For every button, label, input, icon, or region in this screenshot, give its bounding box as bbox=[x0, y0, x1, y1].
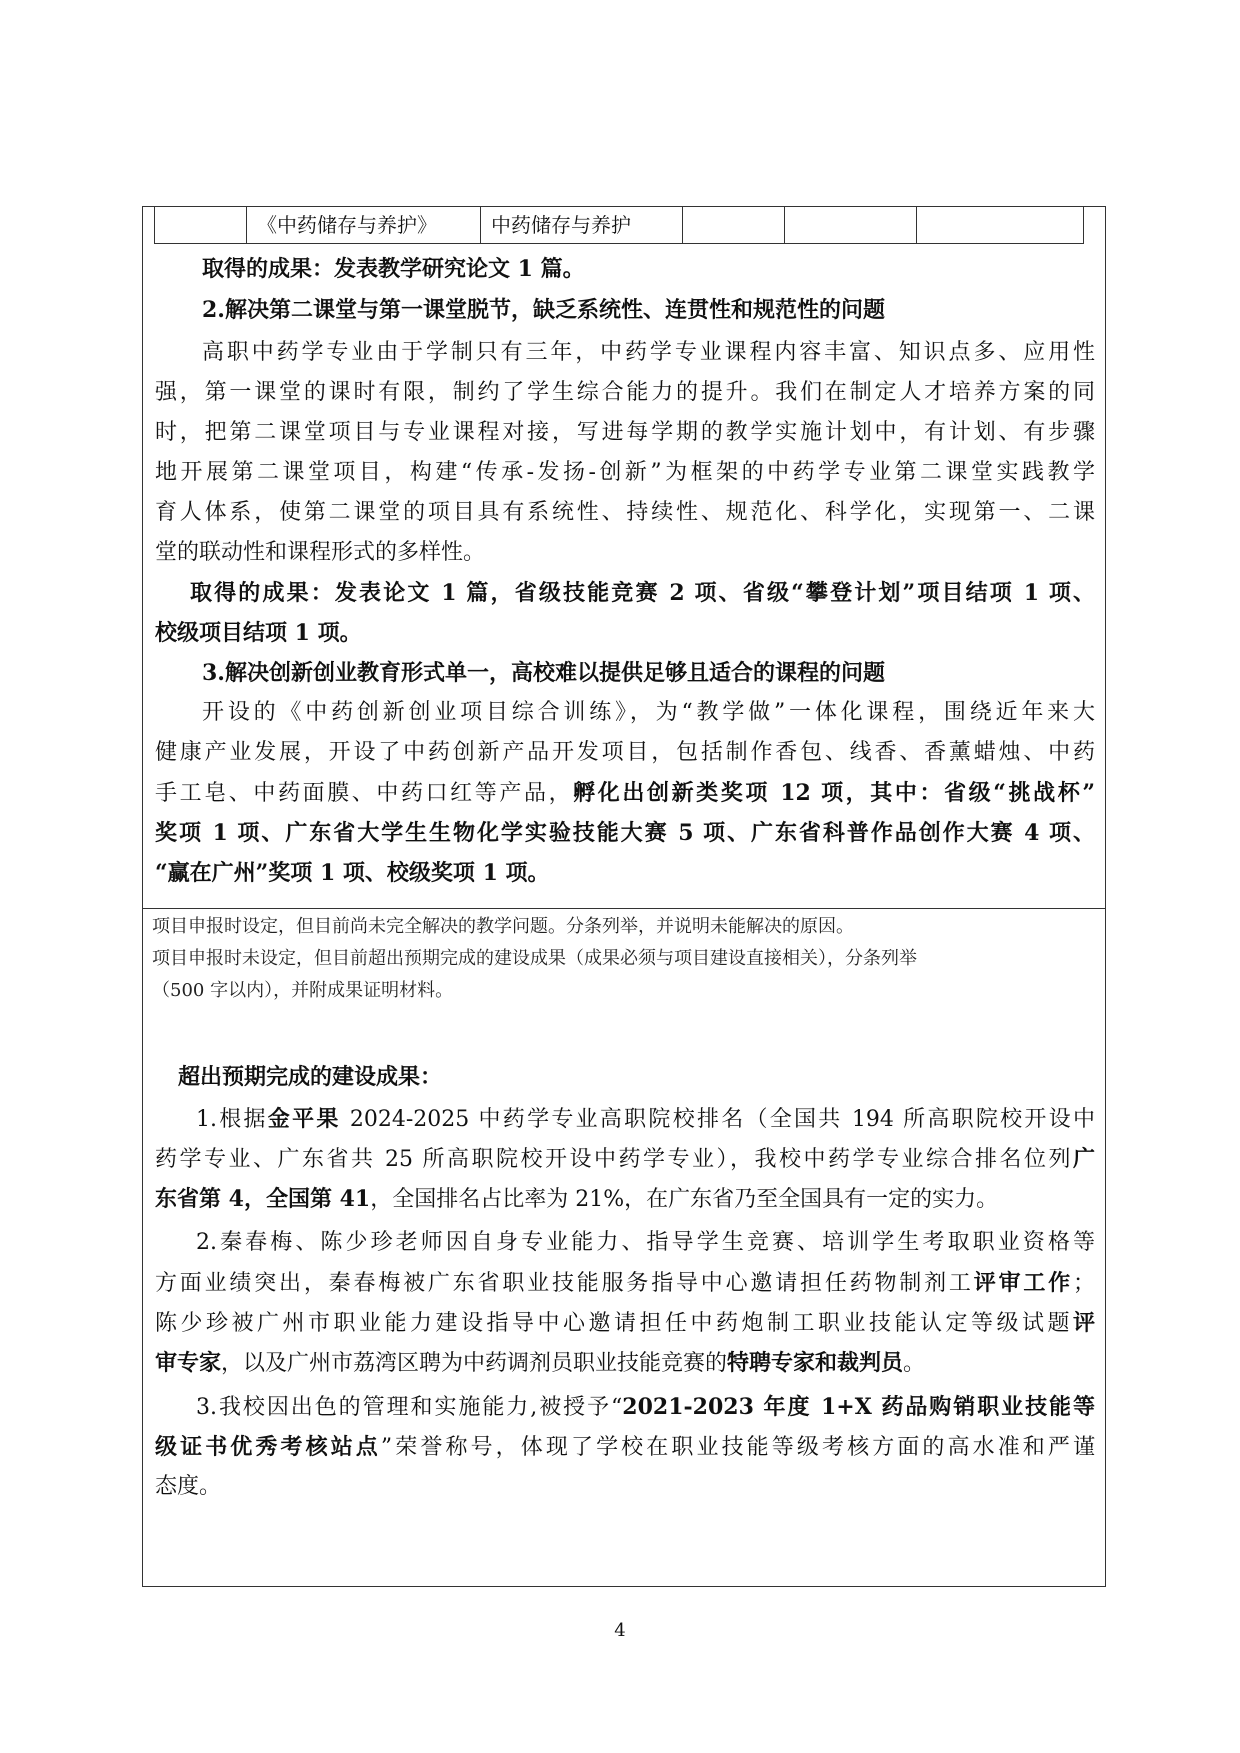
instruction-line-1: 项目申报时设定，但目前尚未完全解决的教学问题。分条列举，并说明未能解决的原因。 bbox=[152, 916, 854, 937]
section2-line-4: 地开展第二课堂项目，构建“传承-发扬-创新”为框架的中药学专业第二课堂实践教学 bbox=[155, 460, 1095, 485]
exceed-item2-line-1: 2.秦春梅、陈少珍老师因自身专业能力、指导学生竞赛、培训学生考取职业资格等 bbox=[196, 1230, 1095, 1255]
section1-result: 取得的成果：发表教学研究论文 1 篇。 bbox=[202, 256, 585, 282]
exceed-item2-line2-a: 方面业绩突出，秦春梅被广东省职业技能服务指导中心邀请担任药物制剂工 bbox=[155, 1271, 974, 1296]
exceed-item2-line3-a: 陈少珍被广州市职业能力建设指导中心邀请担任中药炮制工职业技能认定等级试题 bbox=[155, 1311, 1073, 1336]
exceed-item1-a: 1.根据 bbox=[196, 1107, 268, 1132]
exceed-item3-line-1 bbox=[196, 1388, 1095, 1427]
section2-line-3: 时，把第二课堂项目与专业课程对接，写进每学期的教学实施计划中，有计划、有步骤 bbox=[155, 420, 1095, 445]
exceed-item1-line-2 bbox=[155, 1140, 1095, 1179]
exceed-item1-line-3 bbox=[155, 1180, 1095, 1219]
cell-course-title: 《中药储存与养护》 bbox=[247, 206, 481, 243]
exceed-item2-review-expert: 审专家 bbox=[155, 1350, 222, 1376]
section2-line-1: 高职中药学专业由于学制只有三年，中药学专业课程内容丰富、知识点多、应用性 bbox=[202, 340, 1095, 365]
section3-line-4: 奖项 1 项、广东省大学生生物化学实验技能大赛 5 项、广东省科普作品创作大赛 4 项、 bbox=[155, 820, 1095, 846]
section3-line-5: “赢在广州”奖项 1 项、校级奖项 1 项。 bbox=[155, 860, 550, 886]
exceed-item3-line-2 bbox=[155, 1428, 1095, 1467]
instruction-line-3: （500 字以内），并附成果证明材料。 bbox=[152, 980, 454, 1001]
cell-empty-5 bbox=[785, 206, 917, 243]
section2-result-line-2: 校级项目结项 1 项。 bbox=[155, 620, 362, 646]
exceed-item1-line2-text: 药学专业、广东省共 25 所高职院校开设中药学专业），我校中药学专业综合排名位列 bbox=[155, 1147, 1073, 1172]
section3-line-3-bold: 孵化出创新类奖项 12 项，其中：省级“挑战杯” bbox=[573, 780, 1095, 806]
instruction-line-2: 项目申报时未设定，但目前超出预期完成的建设成果（成果必须与项目建设直接相关），分条列举 bbox=[152, 948, 917, 969]
exceed-item1-line-1 bbox=[196, 1100, 1095, 1139]
exceed-item2-line3-b: 评 bbox=[1072, 1310, 1095, 1336]
exceed-item1-line2-bold: 广 bbox=[1072, 1146, 1095, 1172]
exceed-item1-line3-rest: ，全国排名占比率为 21%，在广东省乃至全国具有一定的实力。 bbox=[370, 1187, 999, 1212]
section3-line-2: 健康产业发展，开设了中药创新产品开发项目，包括制作香包、线香、香薰蜡烛、中药 bbox=[155, 740, 1095, 765]
exceed-item1-brand: 金平果 bbox=[267, 1106, 341, 1132]
section3-line-3 bbox=[155, 774, 1095, 813]
exceed-item1-c: 2024-2025 中药学专业高职院校排名（全国共 194 所高职院校开设中 bbox=[340, 1107, 1095, 1132]
section-divider bbox=[142, 908, 1106, 909]
exceed-item2-line4-d: 。 bbox=[903, 1351, 926, 1376]
exceed-item2-special-expert: 特聘专家和裁判员 bbox=[727, 1350, 904, 1376]
exceed-item2-line-4 bbox=[155, 1344, 1095, 1383]
exceed-item2-review-work: 评审工作 bbox=[973, 1270, 1073, 1296]
exceed-heading: 超出预期完成的建设成果： bbox=[178, 1064, 443, 1090]
section2-line-5: 育人体系，使第二课堂的项目具有系统性、持续性、规范化、科学化，实现第一、二课 bbox=[155, 500, 1095, 525]
section3-line-3-normal: 手工皂、中药面膜、中药口红等产品， bbox=[155, 781, 574, 806]
cell-course-name: 中药储存与养护 bbox=[481, 206, 683, 243]
section2-result-line-1: 取得的成果：发表论文 1 篇，省级技能竞赛 2 项、省级“攀登计划”项目结项 1 项、 bbox=[190, 580, 1095, 606]
cell-empty-6 bbox=[917, 206, 1083, 243]
section3-line-1: 开设的《中药创新创业项目综合训练》，为“教学做”一体化课程，围绕近年来大 bbox=[202, 700, 1095, 725]
exceed-item3-line2-b: ”荣誉称号，体现了学校在职业技能等级考核方面的高水准和严谨 bbox=[380, 1435, 1095, 1460]
section3-heading: 3.解决创新创业教育形式单一，高校难以提供足够且适合的课程的问题 bbox=[202, 660, 885, 686]
cell-empty-1 bbox=[155, 206, 247, 243]
exceed-item3-award-cont: 级证书优秀考核站点 bbox=[155, 1434, 381, 1460]
section2-line-2: 强，第一课堂的课时有限，制约了学生综合能力的提升。我们在制定人才培养方案的同 bbox=[155, 380, 1095, 405]
section2-heading: 2.解决第二课堂与第一课堂脱节，缺乏系统性、连贯性和规范性的问题 bbox=[202, 297, 885, 323]
exceed-item3-award: 2021-2023 年度 1+X 药品购销职业技能等 bbox=[622, 1394, 1095, 1420]
exceed-item2-line2-c: ； bbox=[1072, 1271, 1095, 1296]
cell-empty-4 bbox=[683, 206, 785, 243]
exceed-item3-line1-a: 3.我校因出色的管理和实施能力,被授予“ bbox=[196, 1395, 623, 1420]
section2-line-6: 堂的联动性和课程形式的多样性。 bbox=[155, 540, 486, 565]
exceed-item2-line4-b: ，以及广州市荔湾区聘为中药调剂员职业技能竞赛的 bbox=[221, 1351, 728, 1376]
exceed-item2-line-2 bbox=[155, 1264, 1095, 1303]
page-number: 4 bbox=[614, 1620, 626, 1641]
exceed-item1-rank: 东省第 4，全国第 41 bbox=[155, 1186, 371, 1212]
course-table-row bbox=[154, 206, 1084, 244]
exceed-item3-line-3: 态度。 bbox=[155, 1474, 222, 1499]
exceed-item2-line-3 bbox=[155, 1304, 1095, 1343]
